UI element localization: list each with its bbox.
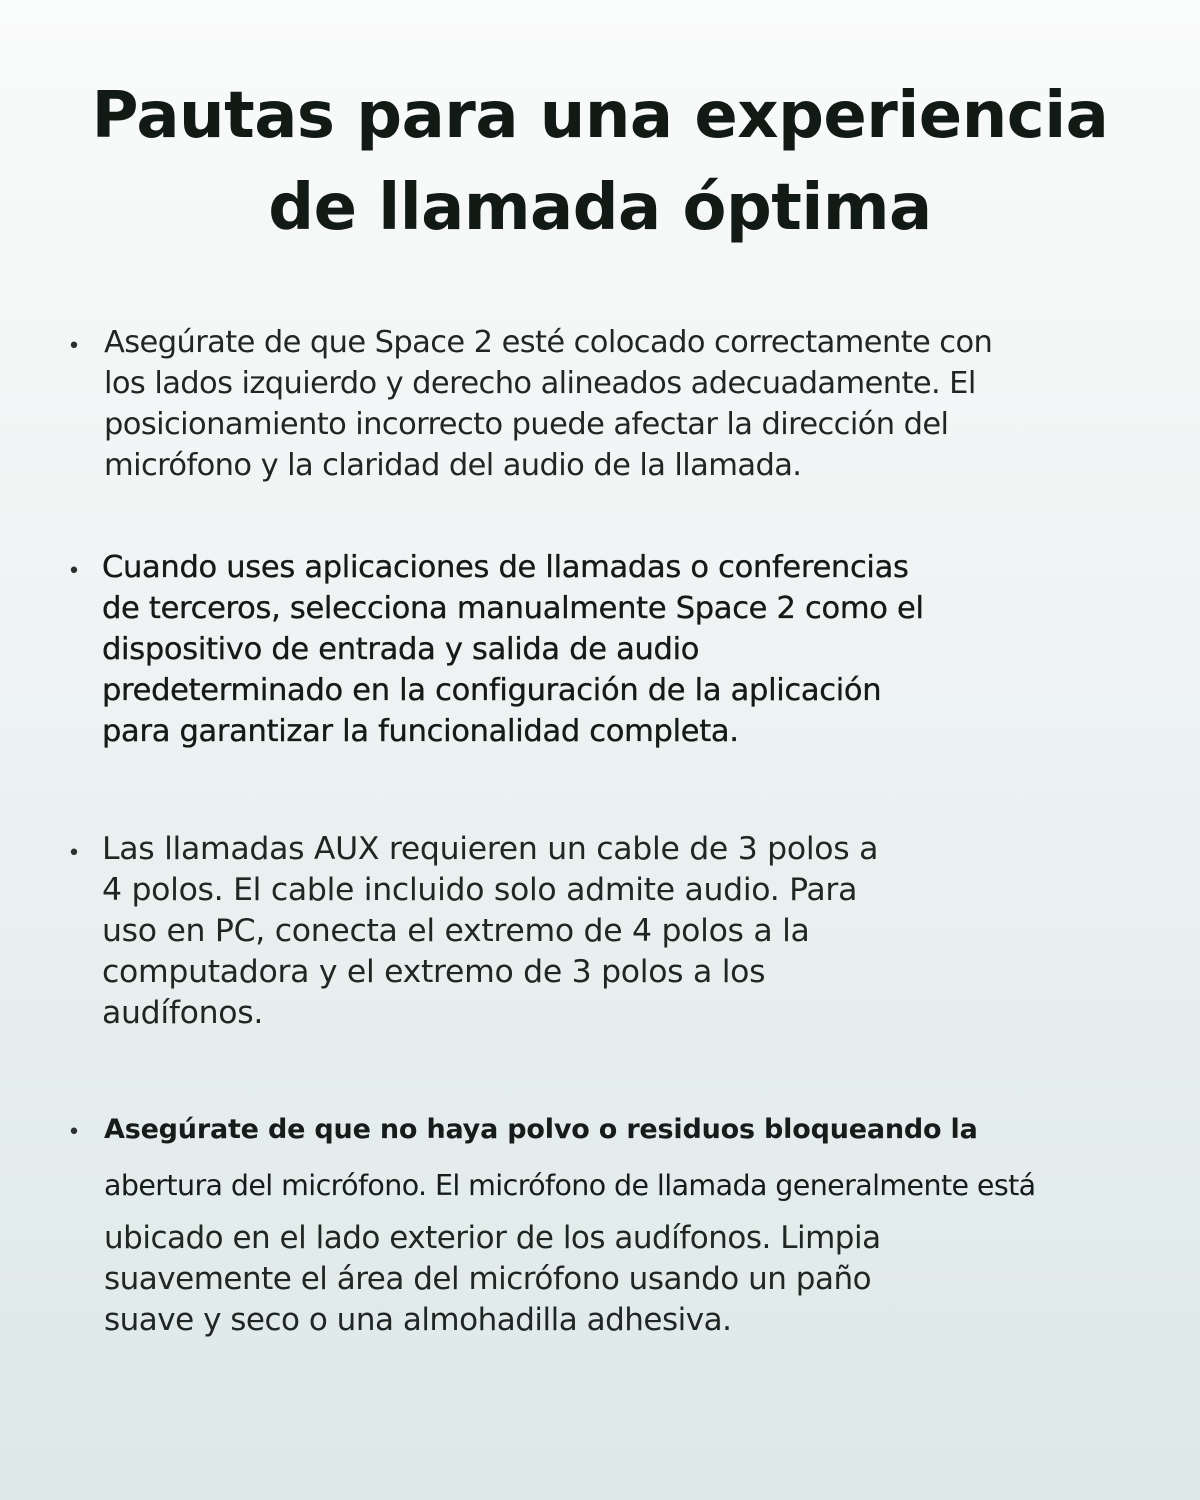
- bullet-icon: •: [67, 559, 81, 584]
- text-line: audífonos.: [102, 995, 264, 1031]
- page-title: [0, 70, 1200, 254]
- text-line: para garantizar la funcionalidad completa.: [102, 714, 739, 749]
- title-line-1: Pautas para una experiencia: [91, 79, 1109, 153]
- text-line: uso en PC, conecta el extremo de 4 polos a la: [102, 913, 810, 949]
- bullet-icon: •: [67, 1120, 81, 1145]
- text-line: abertura del micrófono. El micrófono de llamada generalmente está: [104, 1169, 1036, 1202]
- guideline-text: [104, 322, 992, 486]
- text-line: predeterminado en la configuración de la aplicación: [102, 673, 882, 708]
- text-line: ubicado en el lado exterior de los audífonos. Limpia: [104, 1220, 881, 1256]
- text-line: Asegúrate de que Space 2 esté colocado correctamente con: [104, 325, 993, 360]
- text-line: posicionamiento incorrecto puede afectar la dirección del: [104, 407, 949, 442]
- text-line: 4 polos. El cable incluido solo admite audio. Para: [102, 872, 858, 908]
- bullet-icon: •: [67, 841, 81, 866]
- text-line: Las llamadas AUX requieren un cable de 3 polos a: [102, 831, 879, 867]
- bullet-icon: •: [67, 334, 81, 359]
- text-line: Cuando uses aplicaciones de llamadas o conferencias: [102, 550, 909, 585]
- guideline-text: [104, 1108, 1036, 1341]
- text-line: micrófono y la claridad del audio de la llamada.: [104, 448, 802, 483]
- text-line: dispositivo de entrada y salida de audio: [102, 632, 700, 667]
- guideline-text: [102, 829, 878, 1034]
- text-line: de terceros, selecciona manualmente Space 2 como el: [102, 591, 924, 626]
- text-line: suavemente el área del micrófono usando un paño: [104, 1261, 872, 1297]
- text-line: Asegúrate de que no haya polvo o residuos bloqueando la: [104, 1114, 978, 1145]
- title-line-2: de llamada óptima: [268, 171, 932, 245]
- guideline-text: [102, 547, 924, 752]
- text-line: suave y seco o una almohadilla adhesiva.: [104, 1302, 732, 1338]
- text-line: los lados izquierdo y derecho alineados adecuadamente. El: [104, 366, 976, 401]
- text-line: computadora y el extremo de 3 polos a los: [102, 954, 766, 990]
